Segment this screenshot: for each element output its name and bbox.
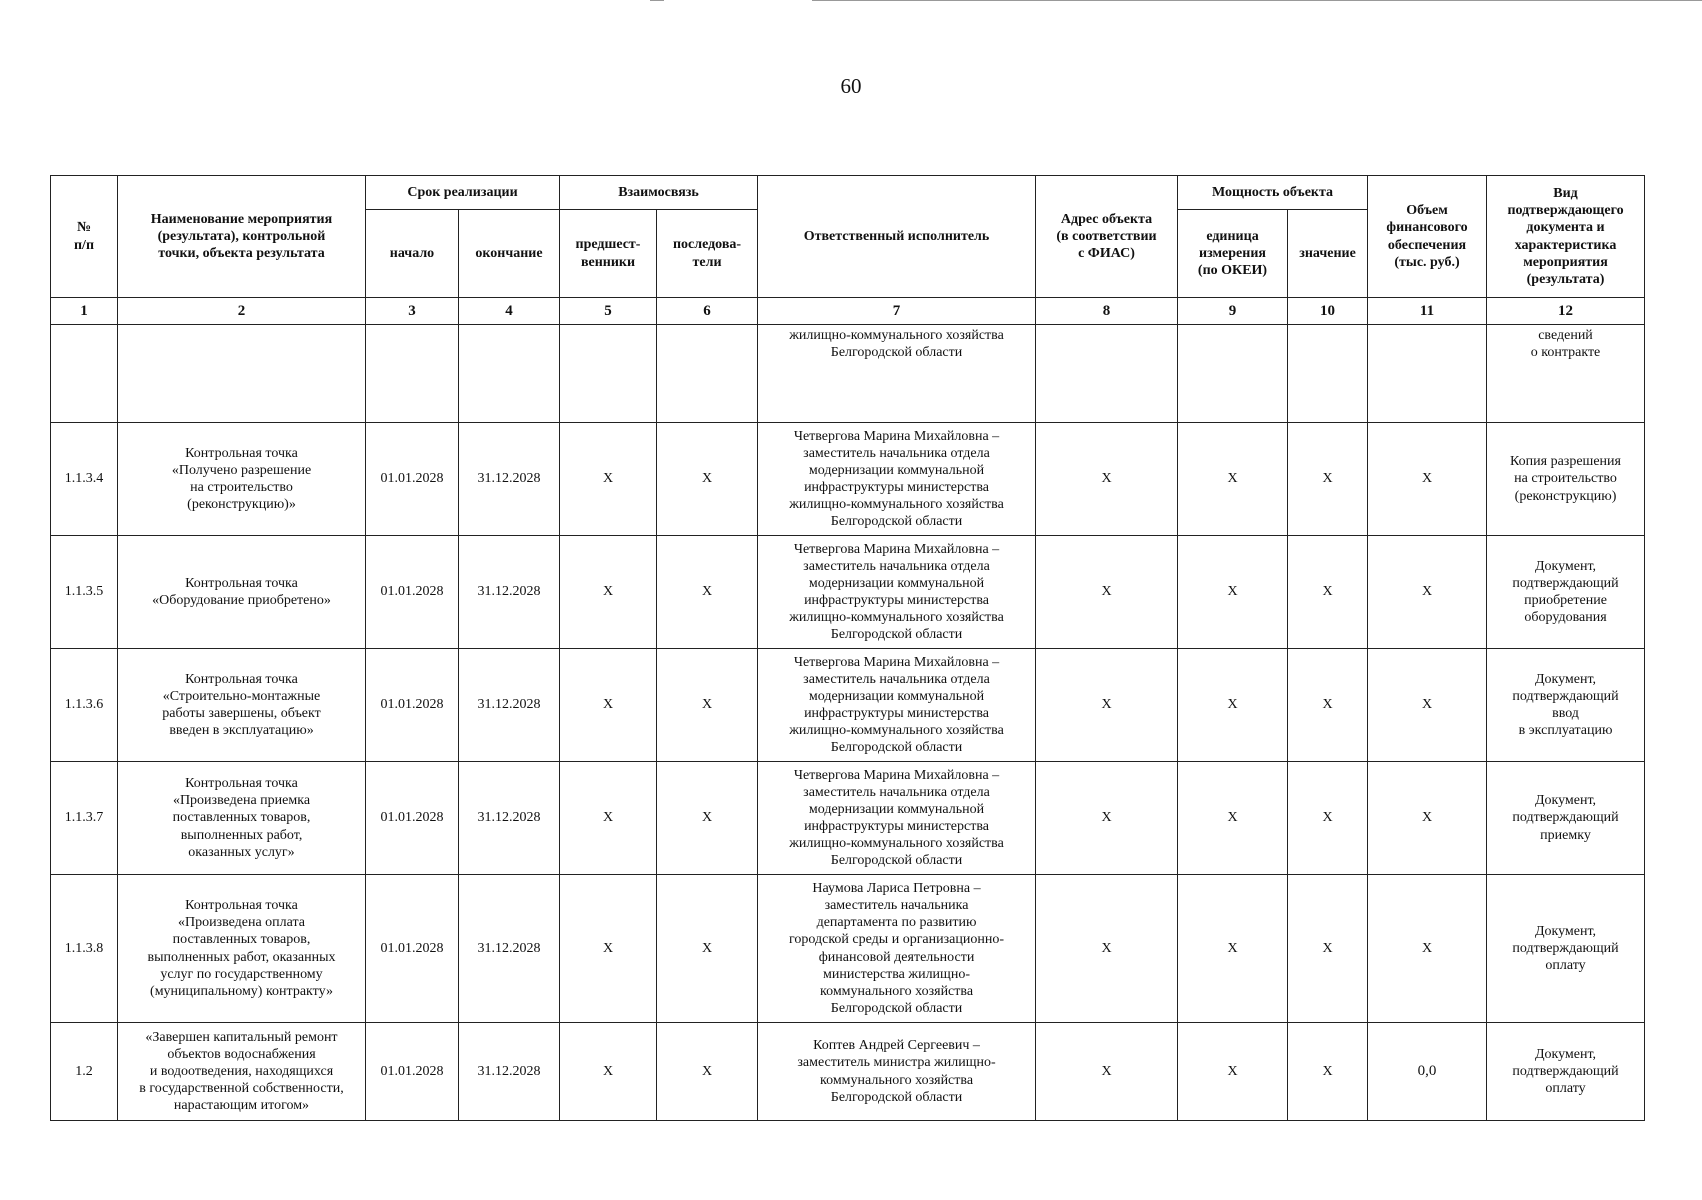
- scan-edge-line: [812, 0, 1702, 1]
- row-document: Копия разрешения на строительство (реконструкцию): [1487, 423, 1645, 536]
- row-value: Х: [1288, 536, 1368, 649]
- row-predecessors: Х: [560, 1023, 657, 1121]
- row-value: Х: [1288, 423, 1368, 536]
- row-start-date: 01.01.2028: [366, 875, 459, 1023]
- row-name: Контрольная точка «Произведена приемка поставленных товаров, выполненных работ, оказанных услуг»: [118, 762, 366, 875]
- row-finance: 0,0: [1368, 1023, 1487, 1121]
- row-unit: Х: [1178, 649, 1288, 762]
- row-address: Х: [1036, 536, 1178, 649]
- row-successors: Х: [657, 423, 758, 536]
- row-successors: Х: [657, 762, 758, 875]
- row-successors: Х: [657, 649, 758, 762]
- row-document: Документ, подтверждающий приобретение оборудования: [1487, 536, 1645, 649]
- header-address: Адрес объекта (в соответствии с ФИАС): [1036, 176, 1178, 298]
- header-term-start: начало: [366, 210, 459, 298]
- row-finance: Х: [1368, 649, 1487, 762]
- row-number: 1.1.3.5: [51, 536, 118, 649]
- table-row: [51, 649, 1645, 762]
- row-responsible: Четвергова Марина Михайловна – заместитель начальника отдела модернизации коммунальной инфраструктуры министерства жилищно-коммунального хозяйства Белгородской области: [758, 649, 1036, 762]
- row-document: Документ, подтверждающий оплату: [1487, 1023, 1645, 1121]
- column-number: 12: [1487, 298, 1645, 325]
- row-number: 1.1.3.6: [51, 649, 118, 762]
- row-name: «Завершен капитальный ремонт объектов водоснабжения и водоотведения, находящихся в государственной собственности, нарастающим итогом»: [118, 1023, 366, 1121]
- column-number-row: [51, 298, 1645, 325]
- implementation-plan-table: [50, 175, 1645, 1121]
- table-row: [51, 762, 1645, 875]
- row-unit: Х: [1178, 536, 1288, 649]
- header-unit: единица измерения (по ОКЕИ): [1178, 210, 1288, 298]
- row-successors: Х: [657, 875, 758, 1023]
- row-successors: Х: [657, 536, 758, 649]
- row-responsible: Коптев Андрей Сергеевич – заместитель министра жилищно- коммунального хозяйства Белгородской области: [758, 1023, 1036, 1121]
- row-end-date: 31.12.2028: [459, 1023, 560, 1121]
- header-document: Вид подтверждающего документа и характеристика мероприятия (результата): [1487, 176, 1645, 298]
- row-finance: Х: [1368, 875, 1487, 1023]
- row-predecessors: Х: [560, 875, 657, 1023]
- row-address: Х: [1036, 649, 1178, 762]
- header-value: значение: [1288, 210, 1368, 298]
- row-document: Документ, подтверждающий оплату: [1487, 875, 1645, 1023]
- column-number: 1: [51, 298, 118, 325]
- column-number: 6: [657, 298, 758, 325]
- row-unit: Х: [1178, 1023, 1288, 1121]
- header-responsible: Ответственный исполнитель: [758, 176, 1036, 298]
- column-number: 4: [459, 298, 560, 325]
- column-number: 11: [1368, 298, 1487, 325]
- row-number: 1.2: [51, 1023, 118, 1121]
- row-number: 1.1.3.8: [51, 875, 118, 1023]
- row-finance: Х: [1368, 536, 1487, 649]
- row-start-date: 01.01.2028: [366, 762, 459, 875]
- header-predecessors: предшест- венники: [560, 210, 657, 298]
- header-num: № п/п: [51, 176, 118, 298]
- table-row: [51, 423, 1645, 536]
- row-unit: Х: [1178, 875, 1288, 1023]
- row-document: Документ, подтверждающий приемку: [1487, 762, 1645, 875]
- header-term: Срок реализации: [366, 176, 560, 210]
- page-number: 60: [840, 74, 862, 98]
- row-predecessors: Х: [560, 762, 657, 875]
- table-row: [51, 875, 1645, 1023]
- table-header: [51, 176, 1645, 325]
- row-successors: Х: [657, 1023, 758, 1121]
- row-finance: Х: [1368, 423, 1487, 536]
- header-capacity: Мощность объекта: [1178, 176, 1368, 210]
- header-successors: последова- тели: [657, 210, 758, 298]
- table-row: [51, 536, 1645, 649]
- row-responsible: Четвергова Марина Михайловна – заместитель начальника отдела модернизации коммунальной инфраструктуры министерства жилищно-коммунального хозяйства Белгородской области: [758, 423, 1036, 536]
- continuation-responsible: жилищно-коммунального хозяйства Белгородской области: [758, 325, 1036, 423]
- row-start-date: 01.01.2028: [366, 536, 459, 649]
- row-finance: Х: [1368, 762, 1487, 875]
- row-end-date: 31.12.2028: [459, 649, 560, 762]
- table-row: [51, 1023, 1645, 1121]
- row-end-date: 31.12.2028: [459, 423, 560, 536]
- row-responsible: Наумова Лариса Петровна – заместитель начальника департамента по развитию городской среды и организационно- финансовой деятельности министерства жилищно- коммунального хозяйства Белгородской области: [758, 875, 1036, 1023]
- row-start-date: 01.01.2028: [366, 1023, 459, 1121]
- row-start-date: 01.01.2028: [366, 423, 459, 536]
- column-number: 10: [1288, 298, 1368, 325]
- row-address: Х: [1036, 875, 1178, 1023]
- row-name: Контрольная точка «Произведена оплата поставленных товаров, выполненных работ, оказанных услуг по государственному (муниципальному) контракту»: [118, 875, 366, 1023]
- row-address: Х: [1036, 423, 1178, 536]
- row-value: Х: [1288, 875, 1368, 1023]
- row-unit: Х: [1178, 423, 1288, 536]
- row-responsible: Четвергова Марина Михайловна – заместитель начальника отдела модернизации коммунальной инфраструктуры министерства жилищно-коммунального хозяйства Белгородской области: [758, 536, 1036, 649]
- row-number: 1.1.3.7: [51, 762, 118, 875]
- row-number: 1.1.3.4: [51, 423, 118, 536]
- header-name: Наименование мероприятия (результата), контрольной точки, объекта результата: [118, 176, 366, 298]
- row-value: Х: [1288, 1023, 1368, 1121]
- column-number: 8: [1036, 298, 1178, 325]
- scan-edge-line: [650, 0, 664, 1]
- row-value: Х: [1288, 649, 1368, 762]
- continuation-document: сведений о контракте: [1487, 325, 1645, 423]
- row-document: Документ, подтверждающий ввод в эксплуатацию: [1487, 649, 1645, 762]
- row-predecessors: Х: [560, 423, 657, 536]
- row-address: Х: [1036, 1023, 1178, 1121]
- column-number: 7: [758, 298, 1036, 325]
- row-end-date: 31.12.2028: [459, 875, 560, 1023]
- row-predecessors: Х: [560, 649, 657, 762]
- header-term-end: окончание: [459, 210, 560, 298]
- row-name: Контрольная точка «Строительно-монтажные работы завершены, объект введен в эксплуатацию»: [118, 649, 366, 762]
- row-value: Х: [1288, 762, 1368, 875]
- column-number: 9: [1178, 298, 1288, 325]
- row-end-date: 31.12.2028: [459, 536, 560, 649]
- table-body: [51, 325, 1645, 1121]
- continuation-row: [51, 325, 1645, 423]
- column-number: 5: [560, 298, 657, 325]
- row-predecessors: Х: [560, 536, 657, 649]
- row-responsible: Четвергова Марина Михайловна – заместитель начальника отдела модернизации коммунальной инфраструктуры министерства жилищно-коммунального хозяйства Белгородской области: [758, 762, 1036, 875]
- row-address: Х: [1036, 762, 1178, 875]
- row-name: Контрольная точка «Получено разрешение на строительство (реконструкцию)»: [118, 423, 366, 536]
- header-finance: Объем финансового обеспечения (тыс. руб.): [1368, 176, 1487, 298]
- column-number: 3: [366, 298, 459, 325]
- column-number: 2: [118, 298, 366, 325]
- header-link: Взаимосвязь: [560, 176, 758, 210]
- row-unit: Х: [1178, 762, 1288, 875]
- row-start-date: 01.01.2028: [366, 649, 459, 762]
- row-name: Контрольная точка «Оборудование приобретено»: [118, 536, 366, 649]
- row-end-date: 31.12.2028: [459, 762, 560, 875]
